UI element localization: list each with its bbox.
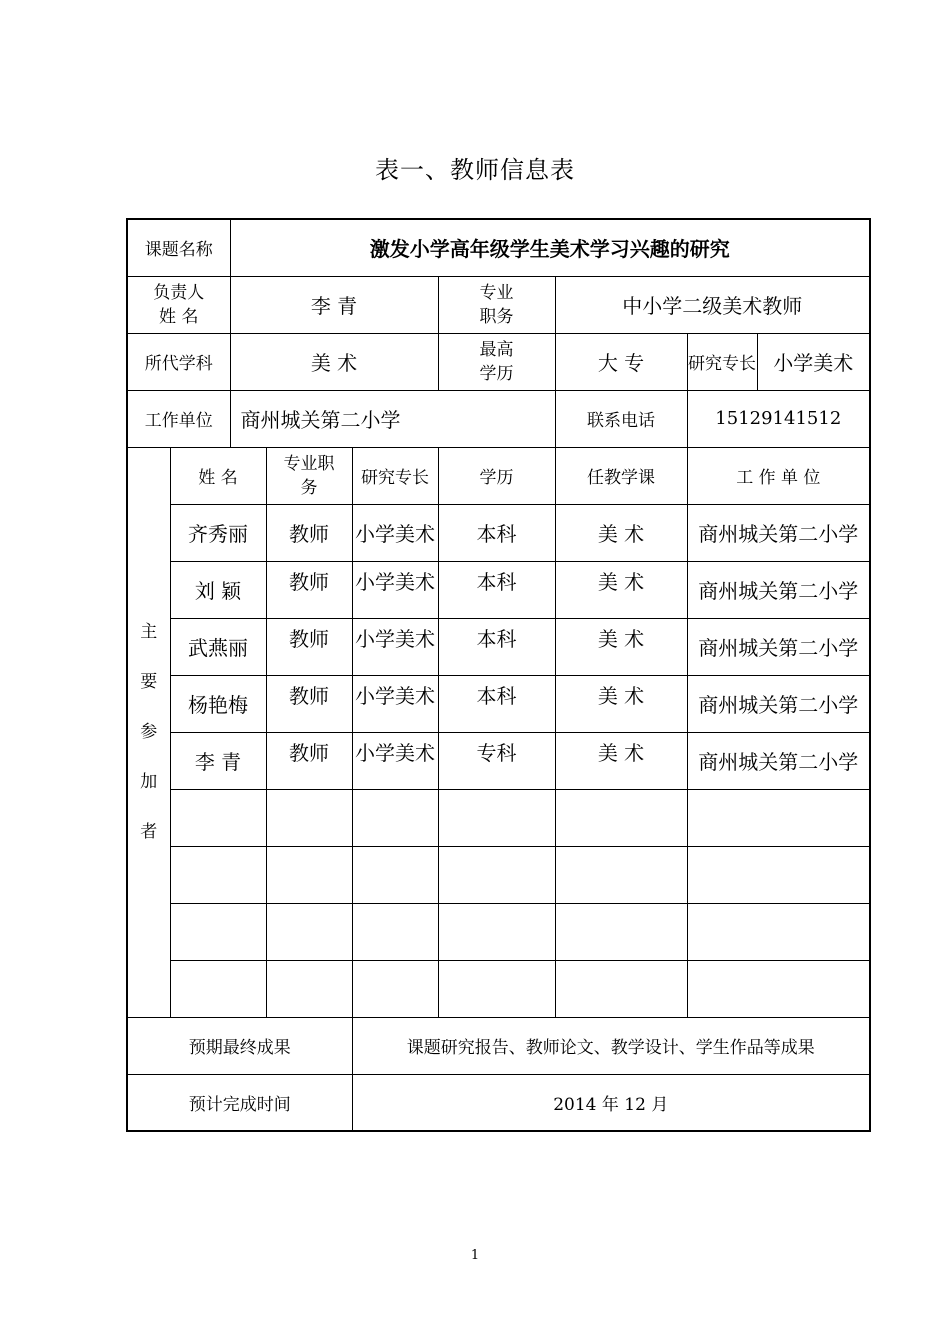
participant-specialty: 小学美术	[352, 618, 438, 675]
topic-name-label: 课题名称	[127, 219, 230, 276]
teacher-info-table	[126, 218, 871, 1132]
participant-title: 教师	[266, 675, 352, 732]
participant-work-unit: 商州城关第二小学	[687, 561, 870, 618]
participant-course: 美 术	[555, 618, 687, 675]
participants-label: 主 要 参 加 者	[127, 447, 170, 1017]
participant-name: 李 青	[170, 732, 266, 789]
professional-title-value: 中小学二级美术教师	[555, 276, 870, 333]
participant-work-unit: 商州城关第二小学	[687, 732, 870, 789]
education-value: 大 专	[555, 333, 687, 390]
participant-course: 美 术	[555, 561, 687, 618]
participant-title: 教师	[266, 504, 352, 561]
phone-label: 联系电话	[555, 390, 687, 447]
participant-title: 教师	[266, 561, 352, 618]
participant-education: 本科	[438, 561, 555, 618]
expected-result-label: 预期最终成果	[127, 1017, 352, 1074]
participant-work-unit: 商州城关第二小学	[687, 675, 870, 732]
participant-specialty: 小学美术	[352, 732, 438, 789]
participant-education: 专科	[438, 732, 555, 789]
research-specialty-label: 研究专长	[687, 333, 757, 390]
completion-time-value: 2014 年 12 月	[352, 1074, 870, 1131]
column-header-specialty: 研究专长	[352, 447, 438, 504]
participant-course: 美 术	[555, 675, 687, 732]
empty-table-row	[127, 903, 870, 960]
participant-name: 武燕丽	[170, 618, 266, 675]
participant-specialty: 小学美术	[352, 675, 438, 732]
leader-name-value: 李 青	[230, 276, 438, 333]
education-label: 最高 学历	[438, 333, 555, 390]
participant-work-unit: 商州城关第二小学	[687, 504, 870, 561]
leader-label: 负责人 姓 名	[127, 276, 230, 333]
research-specialty-value: 小学美术	[757, 333, 870, 390]
participant-education: 本科	[438, 675, 555, 732]
participant-title: 教师	[266, 732, 352, 789]
table-row	[127, 618, 870, 675]
column-header-work-unit: 工 作 单 位	[687, 447, 870, 504]
participant-education: 本科	[438, 618, 555, 675]
phone-value: 15129141512	[687, 390, 870, 447]
subject-label: 所代学科	[127, 333, 230, 390]
topic-name-value: 激发小学高年级学生美术学习兴趣的研究	[230, 219, 870, 276]
work-unit-value: 商州城关第二小学	[230, 390, 555, 447]
participant-name: 齐秀丽	[170, 504, 266, 561]
empty-table-row	[127, 789, 870, 846]
participant-title: 教师	[266, 618, 352, 675]
column-header-course: 任教学课	[555, 447, 687, 504]
work-unit-label: 工作单位	[127, 390, 230, 447]
participant-name: 刘 颖	[170, 561, 266, 618]
expected-result-value: 课题研究报告、教师论文、教学设计、学生作品等成果	[352, 1017, 870, 1074]
table-row	[127, 675, 870, 732]
participant-education: 本科	[438, 504, 555, 561]
column-header-title: 专业职 务	[266, 447, 352, 504]
participant-specialty: 小学美术	[352, 561, 438, 618]
table-row	[127, 561, 870, 618]
column-header-education: 学历	[438, 447, 555, 504]
empty-table-row	[127, 960, 870, 1017]
empty-table-row	[127, 846, 870, 903]
participant-course: 美 术	[555, 732, 687, 789]
participant-work-unit: 商州城关第二小学	[687, 618, 870, 675]
table-row	[127, 504, 870, 561]
participant-specialty: 小学美术	[352, 504, 438, 561]
table-row	[127, 732, 870, 789]
document-title: 表一、教师信息表	[375, 156, 575, 184]
completion-time-label: 预计完成时间	[127, 1074, 352, 1131]
column-header-name: 姓 名	[170, 447, 266, 504]
subject-value: 美 术	[230, 333, 438, 390]
participant-course: 美 术	[555, 504, 687, 561]
professional-title-label: 专业 职务	[438, 276, 555, 333]
participant-name: 杨艳梅	[170, 675, 266, 732]
page-number: 1	[470, 1248, 480, 1263]
